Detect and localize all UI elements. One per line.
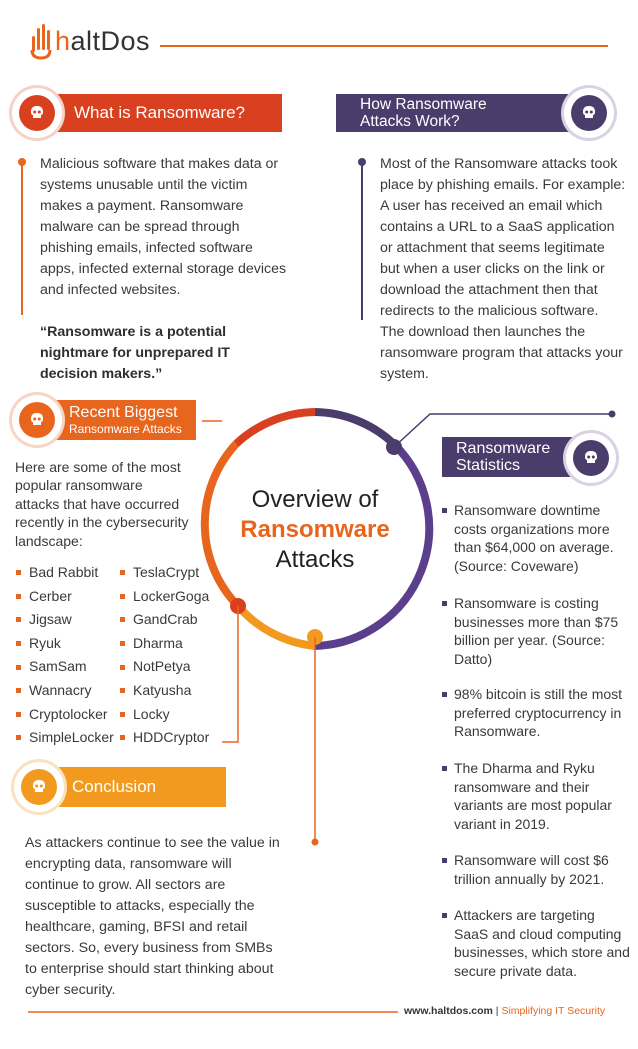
recent-badge [12, 395, 62, 445]
skull-icon [30, 778, 48, 796]
skull-icon [28, 411, 46, 429]
skull-icon [582, 449, 600, 467]
footer-separator: | [495, 1005, 499, 1017]
recent-title-2: Ransomware Attacks [69, 422, 182, 436]
what-quote: “Ransomware is a potential nightmare for unprepared IT decision makers.” [40, 324, 230, 382]
skull-icon [580, 104, 598, 122]
list-item: Locky [120, 703, 209, 727]
footer-tagline: Simplifying IT Security [501, 1005, 606, 1017]
conclusion-title: Conclusion [72, 777, 157, 796]
how-title-1: How Ransomware [360, 96, 487, 113]
what-title: What is Ransomware? [74, 103, 246, 122]
list-item: Dharma [120, 632, 209, 656]
overview-title: Overview of Ransomware Attacks [240, 486, 390, 573]
list-item: NotPetya [120, 655, 209, 679]
recent-intro: Here are some of the most popular ransomware attacks that have occurred recently in the cybersecurity landscape: [15, 459, 189, 549]
stat-item: Ransomware is costing businesses more than $75 billion per year. (Source: Datto) [442, 594, 632, 668]
how-text: Most of the Ransomware attacks took place by phishing emails. For example: A user has received an email which contains a URL to a SaaS application or attachment that seems legitimate but when a user clicks on the link or download the attachment then that redirects to the malicious software. The download then launches the ransomware program that attacks your system. [380, 156, 626, 382]
list-item: GandCrab [120, 608, 209, 632]
what-badge [12, 88, 62, 138]
stats-title-2: Statistics [456, 457, 521, 474]
stats-title-1: Ransomware [456, 440, 551, 457]
conclusion-text: As attackers continue to see the value in encrypting data, ransomware will continue to grow. All sectors are susceptible to attacks, especially the healthcare, gaming, BFSI and retail sectors. So, every business from SMBs to enterprise should start thinking about cyber security. [25, 835, 280, 998]
stat-item: Ransomware downtime costs organizations more than $64,000 on average. (Source: Coveware) [442, 501, 632, 575]
footer [404, 1005, 605, 1017]
how-title-2: Attacks Work? [360, 113, 460, 130]
conclusion-badge [14, 762, 64, 812]
list-item: Wannacry [16, 679, 114, 703]
stats-badge [566, 433, 616, 483]
attack-list-col1 [16, 561, 114, 750]
stat-item: The Dharma and Ryku ransomware and their variants are most popular variant in 2019. [442, 759, 632, 833]
list-item: TeslaCrypt [120, 561, 209, 585]
what-is-ransomware-header [38, 94, 282, 132]
how-badge [564, 88, 614, 138]
list-item: Katyusha [120, 679, 209, 703]
list-item: Jigsaw [16, 608, 114, 632]
conclusion-header [38, 767, 226, 807]
list-item: Bad Rabbit [16, 561, 114, 585]
what-text: Malicious software that makes data or systems unusable until the victim makes a payment. Ransomware malware can be spread through phishing emails, infected software apps, infected external storage devices and infected websites. [40, 156, 287, 298]
stat-item: Attackers are targeting SaaS and cloud computing businesses, which store and secure private data. [442, 906, 632, 980]
list-item: HDDCryptor [120, 726, 209, 750]
skull-icon [28, 104, 46, 122]
list-item: Cerber [16, 585, 114, 609]
list-item: SamSam [16, 655, 114, 679]
stat-item: 98% bitcoin is still the most preferred cryptocurrency in Ransomware. [442, 685, 632, 741]
stat-item: Ransomware will cost $6 trillion annually by 2021. [442, 851, 632, 888]
attack-list-col2 [120, 561, 209, 750]
list-item: SimpleLocker [16, 726, 114, 750]
list-item: LockerGoga [120, 585, 209, 609]
how-header [336, 94, 580, 132]
recent-title-1: Recent Biggest [69, 404, 178, 421]
list-item: Ryuk [16, 632, 114, 656]
footer-url[interactable]: www.haltdos.com [404, 1005, 493, 1017]
list-item: Cryptolocker [16, 703, 114, 727]
logo-text: haltDos [55, 25, 151, 56]
